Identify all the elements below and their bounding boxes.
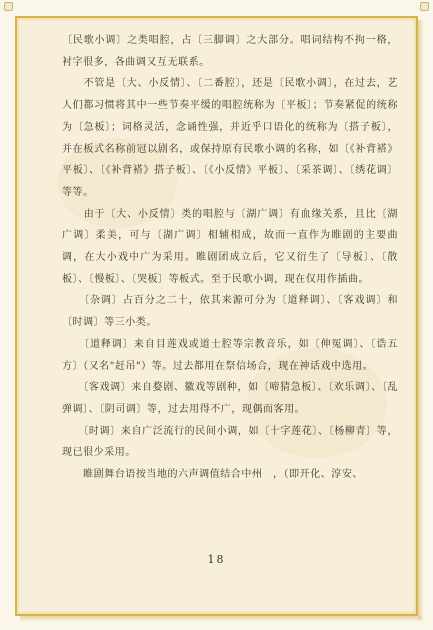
paragraph: 〔杂调〕占百分之二十，依其来源可分为〔道释调〕、〔客戏调〕和〔时调〕等三小类。 <box>62 295 398 329</box>
page-corner-icon[interactable] <box>420 2 429 11</box>
body-text <box>62 30 398 486</box>
page-shadow <box>20 616 422 622</box>
paragraph: 〔时调〕来自广泛流行的民间小调，如〔十字莲花〕、〔杨柳青〕等，现已很少采用。 <box>62 425 398 459</box>
paragraph: 睢剧舞台语按当地的六声调值结合中州 ，（即开化、淳安、 <box>62 469 363 481</box>
paragraph: 〔道释调〕来自目莲戏或道士腔等宗教音乐，如〔伸冤调〕、〔诰五方〕（又名"赶吊"）等。过去都用在祭信场合，现在神话戏中选用。 <box>62 338 398 372</box>
paragraph: 〔民歌小调〕之类唱腔，占〔三脚调〕之大部分。唱词结构不拘一格，衬字很多，各曲调又互无联系。 <box>62 35 398 68</box>
paragraph: 〔客戏调〕来自婺剧、徽戏等剧种，如〔啼猜急板〕、〔欢乐调〕、〔乱弹调〕、〔阴司调〕等，过去用得不广，现偶而客用。 <box>62 382 398 415</box>
page-number: 18 <box>207 553 226 566</box>
page-shadow <box>418 20 424 620</box>
paragraph: 由于〔大、小反情〕类的唱腔与〔湖广调〕有血缘关系，且比〔湖广调〕柔美，可与〔湖广调〕相辅相成，故而一直作为睢剧的主要曲调，在大小戏中广为采用。睢剧团成立后，它又衍生了〔导板〕、〔散板〕、〔慢板〕、〔哭板〕等板式。至于民歌小调，现在仅用作插曲。 <box>62 208 398 285</box>
paragraph: 不管是〔大、小反情〕、〔二番腔〕，还是〔民歌小调〕，在过去，艺人们都习惯将其中一些节奏平缓的唱腔统称为〔平板〕；节奏紧促的统称为〔急板〕；词格灵活，念诵性强，并近乎口语化的统称为〔搭子板〕，并在板式名称前冠以剧名，或保持原有民歌小调的名称，如〔《补背褡》平板〕、〔《补背褡》搭子板〕、〔《小反情》平板〕、〔采茶调〕、〔绣花调〕等等。 <box>62 78 398 198</box>
page-corner-icon[interactable] <box>4 2 13 11</box>
